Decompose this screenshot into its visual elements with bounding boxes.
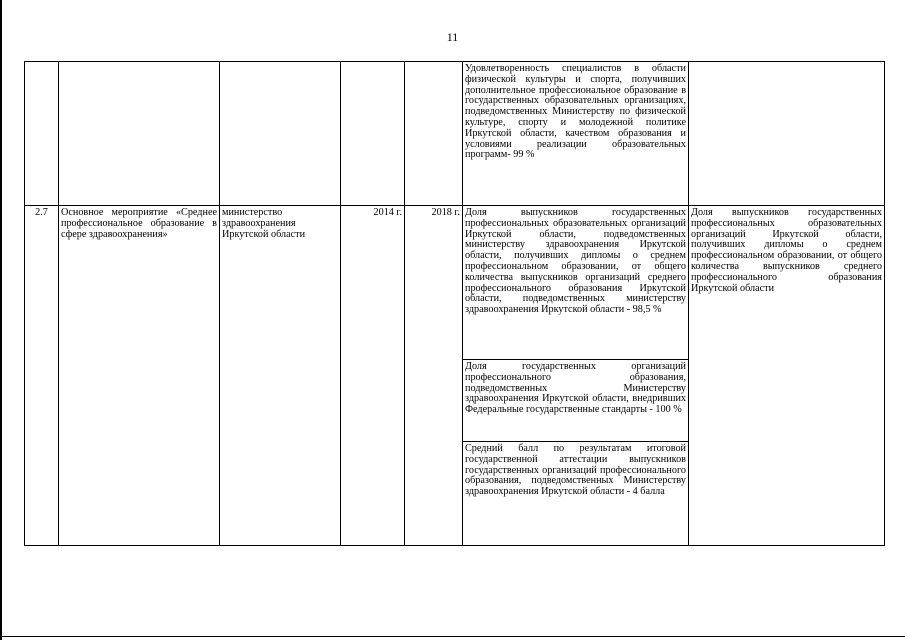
cell-number xyxy=(25,62,59,206)
cell-executor xyxy=(220,62,341,206)
scan-left-edge xyxy=(0,0,2,640)
cell-program-indicator xyxy=(689,206,885,546)
program-indicator-text: Доля выпускников государственных профессиональных образовательных организаций Иркутской области, получивших дипломы о среднем профессиональном образовании, от общего количества выпускников среднего профессионального образования Иркутской области xyxy=(691,207,882,294)
cell-executor xyxy=(220,206,341,546)
program-activities-table xyxy=(24,61,885,546)
indicator-text: Удовлетворенность специалистов в области физической культуры и спорта, получивших дополнительное профессиональное образование в государственных образовательных организациях, подведомственных Министерству по физической культуре, спорту и молодежной политике Иркутской области, качеством образования и условиями реализации образовательных программ- 99 % xyxy=(465,63,686,161)
activity-name: Основное мероприятие «Среднее профессиональное образование в сфере здравоохранения» xyxy=(61,207,217,240)
cell-number xyxy=(25,206,59,546)
cell-indicator xyxy=(463,360,689,442)
cell-activity-name xyxy=(59,62,220,206)
indicator-text: Средний балл по результатам итоговой государственной аттестации выпускников государственных организаций профессионального образования, подведомственных Министерству здравоохранения Иркутской области - 4 балла xyxy=(465,443,686,498)
row-number: 2.7 xyxy=(35,207,48,218)
cell-start-year xyxy=(341,206,405,546)
page-number: 11 xyxy=(446,30,459,44)
cell-end-year xyxy=(405,62,463,206)
cell-end-year xyxy=(405,206,463,546)
cell-program-indicator xyxy=(689,62,885,206)
table-row xyxy=(25,62,885,206)
cell-indicator xyxy=(463,62,689,206)
scan-bottom-edge xyxy=(0,636,905,637)
end-year: 2018 г. xyxy=(431,207,460,218)
executor-name: министерство здравоохранения Иркутской области xyxy=(222,207,306,240)
cell-indicator xyxy=(463,206,689,360)
indicator-text: Доля государственных организаций профессионального образования, подведомственных Министерству здравоохранения Иркутской области, внедривших Федеральные государственные стандарты - 100 % xyxy=(465,361,686,416)
cell-indicator xyxy=(463,442,689,546)
cell-start-year xyxy=(341,62,405,206)
table-row xyxy=(25,206,885,360)
indicator-text: Доля выпускников государственных профессиональных образовательных организаций Иркутской области, подведомственных министерству здравоохранения Иркутской области, получивших дипломы о среднем профессиональном образовании, от общего количества выпускников организаций среднего профессионального образования Иркутской области, подведомственных министерству здравоохранения Иркутской области - 98,5 % xyxy=(465,207,686,316)
cell-activity-name xyxy=(59,206,220,546)
start-year: 2014 г. xyxy=(373,207,402,218)
